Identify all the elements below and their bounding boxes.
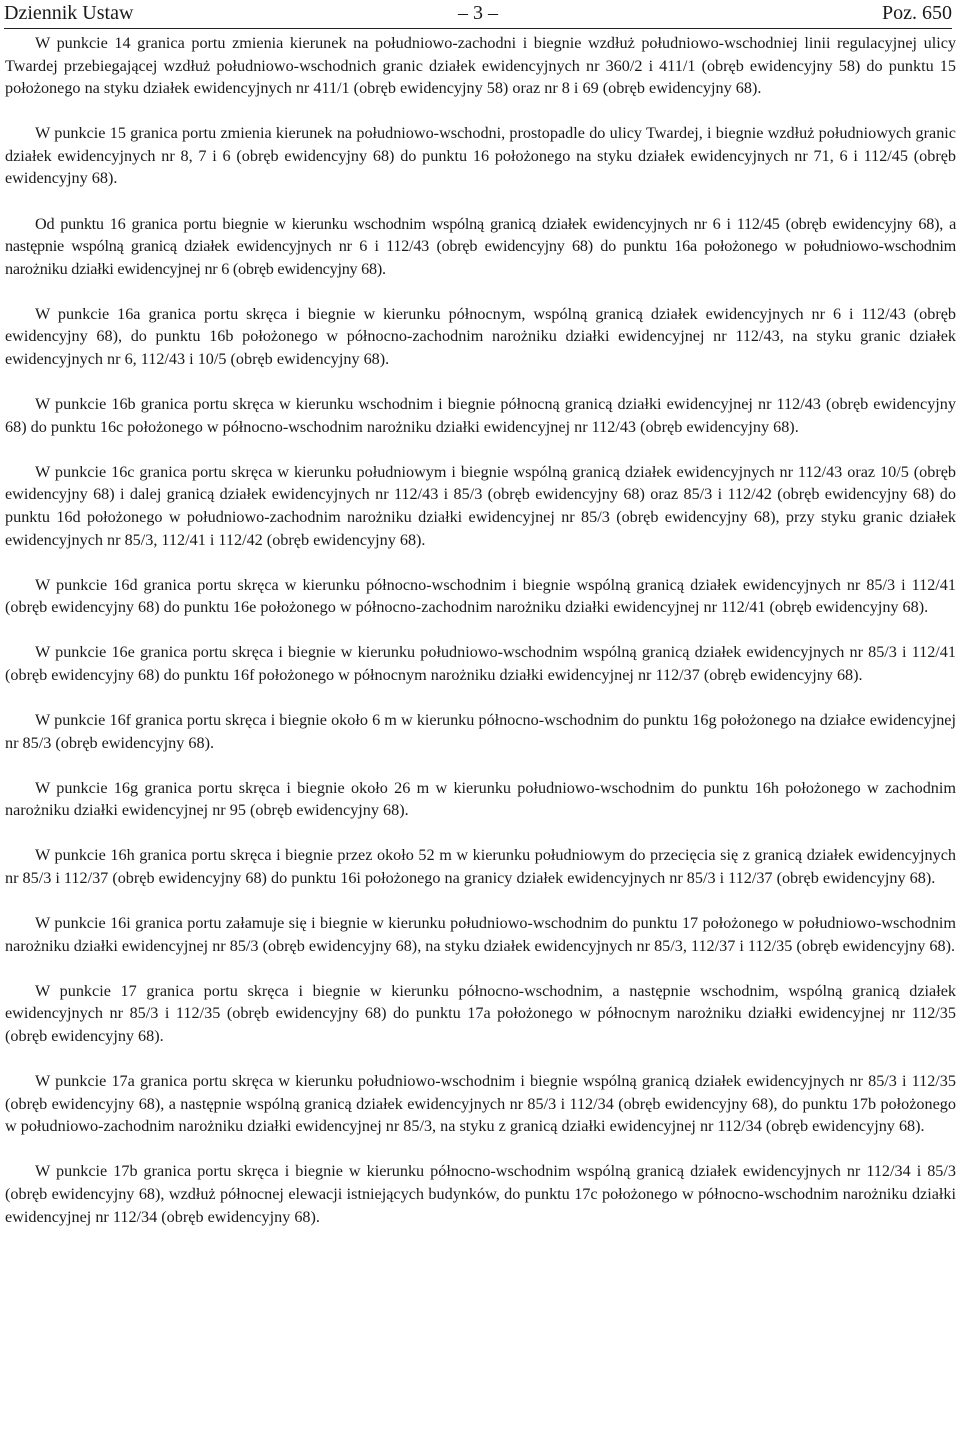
paragraph-point-17a: W punkcie 17a granica portu skręca w kierunku południowo-wschodnim i biegnie wspólną granicą działek ewidencyjnych nr 85/3 i 112/35 (obręb ewidencyjny 68), a następnie wspólną granicą działek ewidencyjnych nr 85/3 i 112/34 (obręb ewidencyjny 68), do punktu 17b położonego w południowo-zachodnim narożniku działki ewidencyjnej nr 85/3, na styku z granicą działki ewidencyjnej nr 112/34 (obręb ewidencyjny 68). — [5, 1072, 956, 1136]
paragraph-point-16g: W punkcie 16g granica portu skręca i biegnie około 26 m w kierunku południowo-wschodnim do punktu 16h położonego w zachodnim narożniku działki ewidencyjnej nr 95 (obręb ewidencyjny 68). — [5, 778, 956, 820]
page-header — [4, 2, 952, 29]
paragraph-point-16d: W punkcie 16d granica portu skręca w kierunku północno-wschodnim i biegnie wspólną granicą działek ewidencyjnych nr 85/3 i 112/41 (obręb ewidencyjny 68) do punktu 16e położonego w północno-zachodnim narożniku działki ewidencyjnej nr 112/41 (obręb ewidencyjny 68). — [5, 575, 956, 617]
paragraph-point-16h: W punkcie 16h granica portu skręca i biegnie przez około 52 m w kierunku południowym do przecięcia się z granicą działek ewidencyjnych nr 85/3 i 112/37 (obręb ewidencyjny 68) do punktu 16i położonego na granicy działek ewidencyjnych nr 85/3 i 112/37 (obręb ewidencyjny 68). — [5, 846, 956, 888]
paragraph-point-17: W punkcie 17 granica portu skręca i biegnie w kierunku północno-wschodnim, a następnie wschodnim, wspólną granicą działek ewidencyjnych nr 85/3 i 112/35 (obręb ewidencyjny 68) do punktu 17a położonego w północnym narożniku działki ewidencyjnej nr 112/35 (obręb ewidencyjny 68). — [5, 981, 956, 1045]
paragraph-point-16c: W punkcie 16c granica portu skręca w kierunku południowym i biegnie wspólną granicą działek ewidencyjnych nr 112/43 oraz 10/5 (obręb ewidencyjny 68) i dalej granicą działek ewidencyjnych nr 112/43 i 85/3 (obręb ewidencyjny 68) oraz 85/3 i 112/42 (obręb ewidencyjny 68) do punktu 16d położonego w południowo-zachodnim narożniku działki ewidencyjnej nr 85/3 (obręb ewidencyjny 68), przy styku granic działek ewidencyjnych nr 85/3, 112/41 i 112/42 (obręb ewidencyjny 68). — [5, 462, 956, 549]
paragraph-point-15: W punkcie 15 granica portu zmienia kierunek na południowo-wschodni, prostopadle do ulicy Twardej, i biegnie wzdłuż południowych granic działek ewidencyjnych nr 8, 7 i 6 (obręb ewidencyjny 68) do punktu 16 położonego na styku działek ewidencyjnych nr 71, 6 i 112/45 (obręb ewidencyjny 68). — [5, 124, 956, 188]
paragraph-point-16b: W punkcie 16b granica portu skręca w kierunku wschodnim i biegnie północną granicą działki ewidencyjnej nr 112/43 (obręb ewidencyjny 68) do punktu 16c położonego w północno-wschodnim narożniku działki ewidencyjnej nr 112/43 (obręb ewidencyjny 68). — [5, 395, 956, 436]
journal-title: Dziennik Ustaw — [4, 2, 134, 24]
paragraph-point-16e: W punkcie 16e granica portu skręca i biegnie w kierunku południowo-wschodnim wspólną granicą działek ewidencyjnych nr 85/3 i 112/41 (obręb ewidencyjny 68) do punktu 16f położonego w północnym narożniku działki ewidencyjnej nr 112/37 (obręb ewidencyjny 68). — [5, 643, 956, 684]
paragraph-point-17b: W punkcie 17b granica portu skręca i biegnie w kierunku północno-wschodnim wspólną granicą działek ewidencyjnych nr 112/34 i 85/3 (obręb ewidencyjny 68), wzdłuż północnej elewacji istniejących budynków, do punktu 17c położonego w północno-wschodnim narożniku działki ewidencyjnej nr 112/34 (obręb ewidencyjny 68). — [5, 1162, 956, 1226]
page-number: – 3 – — [458, 2, 498, 24]
paragraph-point-16f: W punkcie 16f granica portu skręca i biegnie około 6 m w kierunku północno-wschodnim do punktu 16g położonego na działce ewidencyjnej nr 85/3 (obręb ewidencyjny 68). — [5, 711, 956, 752]
paragraph-point-16a: W punkcie 16a granica portu skręca i biegnie w kierunku północnym, wspólną granicą działek ewidencyjnych nr 6 i 112/43 (obręb ewidencyjny 68), do punktu 16b położonego w północno-zachodnim narożniku działki ewidencyjnej nr 112/43, na styku granic działek ewidencyjnych nr 6, 112/43 i 10/5 (obręb ewidencyjny 68). — [5, 304, 956, 369]
paragraph-point-16: Od punktu 16 granica portu biegnie w kierunku wschodnim wspólną granicą działek ewidencyjnych nr 6 i 112/45 (obręb ewidencyjny 68), a następnie wspólną granicą działek ewidencyjnych nr 6 i 112/43 (obręb ewidencyjny 68) do punktu 16a położonego w południowo-wschodnim narożniku działki ewidencyjnej nr 6 (obręb ewidencyjny 68). — [5, 214, 956, 278]
document-body — [5, 32, 956, 1251]
paragraph-point-16i: W punkcie 16i granica portu załamuje się i biegnie w kierunku południowo-wschodnim do punktu 17 położonego w południowo-wschodnim narożniku działki ewidencyjnej nr 85/3 (obręb ewidencyjny 68), na styku działek ewidencyjnych nr 85/3, 112/37 i 112/35 (obręb ewidencyjny 68). — [5, 914, 956, 955]
paragraph-point-14: W punkcie 14 granica portu zmienia kierunek na południowo-zachodni i biegnie wzdłuż południowo-wschodniej linii regulacyjnej ulicy Twardej przebiegającej wzdłuż południowo-wschodnich granic działek ewidencyjnych nr 360/2 i 411/1 (obręb ewidencyjny 58) do punktu 15 położonego na styku działek ewidencyjnych nr 411/1 (obręb ewidencyjny 58) oraz nr 8 i 69 (obręb ewidencyjny 68). — [5, 34, 956, 98]
position-number: Poz. 650 — [882, 2, 952, 24]
